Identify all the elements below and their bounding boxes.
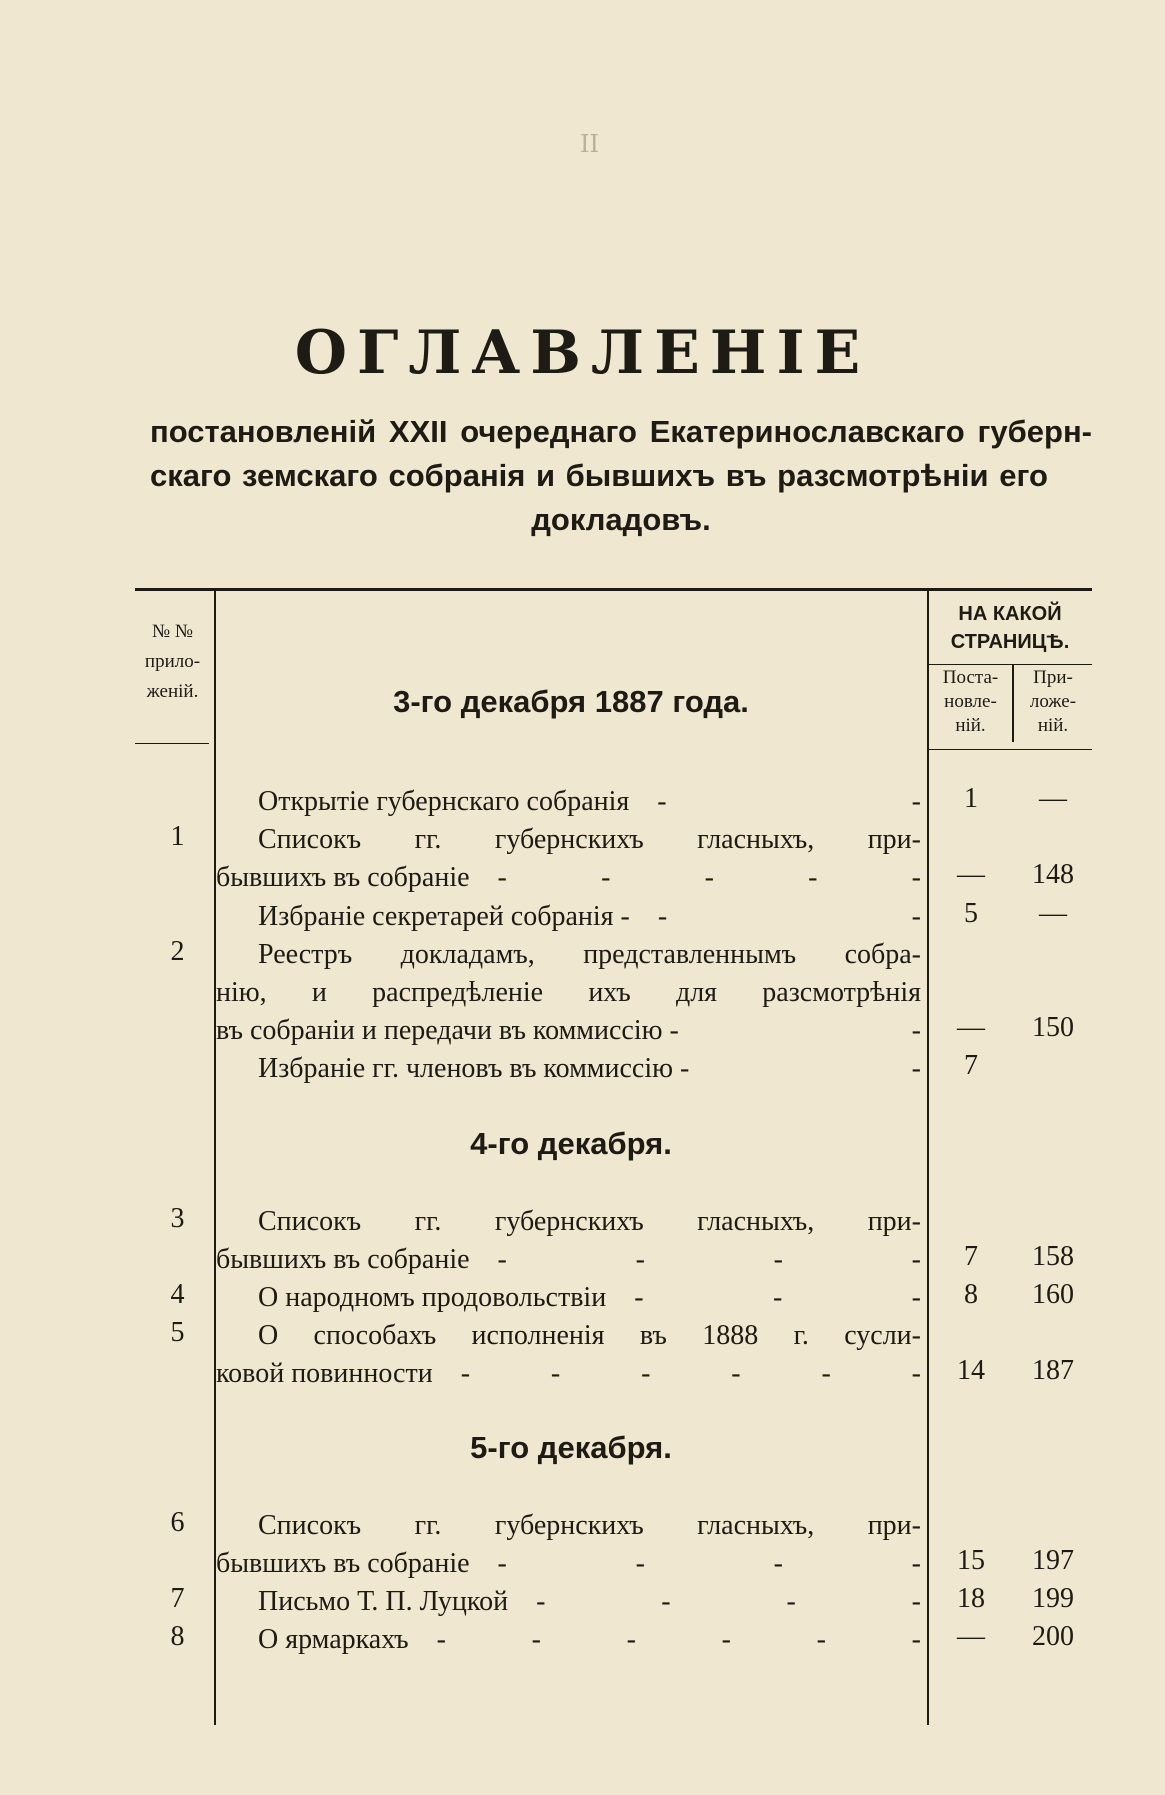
entry-description: [216, 1583, 921, 1621]
column-divider-2: [927, 590, 929, 1725]
entry-line: [216, 1355, 921, 1393]
page-postanovleniy: 7: [964, 1241, 978, 1272]
entry-line-text: О народномъ продовольствіи: [258, 1282, 607, 1313]
leader-dash: -: [731, 1358, 741, 1389]
header-page-line-1: НА КАКОЙ: [958, 603, 1062, 625]
leader-dash: -: [657, 786, 667, 817]
leader-dash: -: [497, 862, 507, 893]
header-postanovleniy: [929, 666, 1012, 738]
entry-number: 3: [170, 1203, 185, 1234]
leader-dashes: [461, 1355, 921, 1393]
entry-description: [216, 1203, 921, 1279]
entry-line: Списокъ гг. губернскихъ гласныхъ, при-: [258, 824, 921, 855]
leader-dash: -: [911, 862, 921, 893]
header-post-line-2: новле-: [944, 691, 997, 712]
entry-line-text: въ собраніи и передачи въ коммиссію -: [216, 1015, 679, 1046]
header-page-column: [928, 600, 1092, 656]
entry-line: [216, 1012, 921, 1050]
page-postanovleniy: —: [957, 1621, 985, 1652]
page-postanovleniy: 14: [957, 1355, 985, 1386]
leader-dash: -: [772, 1282, 783, 1313]
subtitle-line-1: постановленій XXII очереднаго Екатеринославскаго губерн-: [150, 414, 1092, 449]
page-postanovleniy: 1: [964, 783, 978, 814]
leader-dash: -: [550, 1358, 561, 1389]
entry-description: [216, 1279, 921, 1317]
entry-description: [216, 1621, 921, 1659]
header-app-line-2: ложе-: [1029, 691, 1077, 712]
entry-number: 5: [170, 1317, 185, 1348]
page-prilozheniy: 158: [1032, 1241, 1074, 1272]
entry-number: 4: [170, 1279, 185, 1310]
entry-number: 8: [170, 1621, 185, 1652]
entry-line-text: бывшихъ въ собраніе: [216, 862, 470, 893]
leader-dash: -: [786, 1586, 796, 1617]
header-rule-left: [135, 743, 209, 744]
leader-dashes: [707, 1012, 921, 1050]
leader-dash: -: [657, 901, 668, 932]
header-prilozheniy: [1014, 666, 1092, 738]
entry-line: Списокъ гг. губернскихъ гласныхъ, при-: [258, 1510, 921, 1541]
page-prilozheniy: 148: [1032, 859, 1074, 890]
page-postanovleniy: 8: [964, 1279, 978, 1310]
leader-dashes: [498, 1241, 921, 1279]
page-prilozheniy: 187: [1032, 1355, 1074, 1386]
leader-dash: -: [531, 1624, 541, 1655]
leader-dashes: [498, 1545, 921, 1583]
page-prilozheniy: 160: [1032, 1279, 1074, 1310]
page-prilozheniy: —: [1039, 898, 1067, 929]
header-post-line-3: ній.: [955, 715, 986, 736]
leader-dashes: [437, 1621, 921, 1659]
leader-dashes: [634, 1279, 921, 1317]
header-app-line-3: ній.: [1037, 715, 1069, 736]
entry-line: Реестръ докладамъ, представленнымъ собра-: [258, 939, 921, 970]
entry-line-text: Избраніе гг. членовъ въ коммиссію -: [258, 1053, 690, 1084]
entry-number: 1: [170, 821, 185, 852]
header-app-line-1: При-: [1033, 667, 1073, 688]
leader-dash: -: [635, 1548, 645, 1579]
leader-dash: -: [773, 1548, 783, 1579]
entry-line: [216, 1621, 921, 1659]
leader-dashes: [498, 859, 921, 897]
entry-line: [216, 1050, 921, 1088]
leader-dashes: [536, 1583, 921, 1621]
leader-dash: -: [911, 1015, 921, 1046]
page-postanovleniy: —: [957, 1012, 985, 1043]
leader-dash: -: [911, 1053, 921, 1084]
leader-dash: -: [536, 1586, 546, 1617]
entry-line: [216, 1583, 921, 1621]
leader-dash: -: [821, 1358, 831, 1389]
leader-dash: -: [641, 1358, 651, 1389]
subtitle-line-2: скаго земскаго собранія и бывшихъ въ разсмотрѣніи его: [150, 458, 1048, 493]
leader-dashes: [657, 783, 921, 821]
entry-line-text: О ярмаркахъ: [258, 1624, 409, 1655]
section-heading-1: 3-го декабря 1887 года.: [393, 684, 749, 719]
header-number-line-3: женій.: [146, 681, 199, 702]
header-post-line-1: Поста-: [942, 667, 999, 688]
entry-description: [216, 1507, 921, 1583]
leader-dash: -: [601, 862, 611, 893]
leader-dash: -: [911, 1624, 921, 1655]
leader-dash: -: [911, 1244, 921, 1275]
page-postanovleniy: —: [957, 859, 985, 890]
entry-line: [216, 783, 921, 821]
entry-line: О способахъ исполненія въ 1888 г. сусли-: [258, 1320, 921, 1351]
page-postanovleniy: 18: [957, 1583, 985, 1614]
leader-dashes: [717, 1050, 921, 1088]
entry-line: [216, 859, 921, 897]
table-top-rule: [135, 588, 1092, 591]
entry-line: [216, 1279, 921, 1317]
header-rule-right: [929, 664, 1092, 665]
leader-dash: -: [773, 1244, 783, 1275]
entry-line-text: бывшихъ въ собраніе: [216, 1548, 470, 1579]
leader-dash: -: [704, 862, 714, 893]
leader-dash: -: [808, 862, 818, 893]
leader-dash: -: [497, 1548, 507, 1579]
entry-description: [216, 1050, 921, 1088]
entry-description: [216, 898, 921, 936]
entry-line: [216, 1241, 921, 1279]
header-rule-right-bottom: [929, 749, 1092, 750]
entry-description: [216, 783, 921, 821]
leader-dash: -: [497, 1244, 507, 1275]
page-number: II: [580, 130, 599, 158]
entry-line: [216, 898, 921, 936]
leader-dash: -: [626, 1624, 636, 1655]
leader-dashes: [658, 898, 921, 936]
leader-dash: -: [634, 1282, 644, 1313]
leader-dash: -: [816, 1624, 826, 1655]
header-number-line-1: № №: [151, 621, 193, 642]
entry-line: Списокъ гг. губернскихъ гласныхъ, при-: [258, 1206, 921, 1237]
leader-dash: -: [911, 1586, 921, 1617]
leader-dash: -: [460, 1358, 471, 1389]
header-page-line-2: СТРАНИЦѢ.: [950, 631, 1070, 653]
entry-description: [216, 1317, 921, 1393]
leader-dash: -: [911, 901, 921, 932]
page-prilozheniy: 150: [1032, 1012, 1074, 1043]
entry-number: 2: [170, 936, 185, 967]
page-title: ОГЛАВЛЕНІЕ: [294, 318, 871, 388]
leader-dash: -: [436, 1624, 446, 1655]
header-number-column: [130, 617, 215, 707]
subtitle: [150, 410, 1092, 542]
leader-dash: -: [911, 786, 921, 817]
page-prilozheniy: 200: [1032, 1621, 1074, 1652]
page-postanovleniy: 15: [957, 1545, 985, 1576]
entry-description: [216, 936, 921, 1050]
section-heading-3: 5-го декабря.: [470, 1430, 672, 1465]
header-number-line-2: прило-: [144, 651, 201, 672]
leader-dash: -: [911, 1548, 921, 1579]
entry-line: нію, и распредѣленіе ихъ для разсмотрѣнія: [216, 977, 921, 1008]
page-prilozheniy: —: [1039, 783, 1067, 814]
page-postanovleniy: 7: [964, 1050, 978, 1081]
entry-description: [216, 821, 921, 897]
entry-number: 7: [170, 1583, 185, 1614]
entry-line-text: Открытіе губернскаго собранія: [258, 786, 630, 817]
entry-line-text: бывшихъ въ собраніе: [216, 1244, 470, 1275]
entry-line-text: ковой повинности: [216, 1358, 433, 1389]
section-heading-2: 4-го декабря.: [470, 1126, 672, 1161]
leader-dash: -: [635, 1244, 645, 1275]
page-prilozheniy: 199: [1032, 1583, 1074, 1614]
entry-number: 6: [170, 1507, 185, 1538]
entry-line: [216, 1545, 921, 1583]
leader-dash: -: [661, 1586, 671, 1617]
entry-line-text: Избраніе секретарей собранія -: [258, 901, 630, 932]
page-postanovleniy: 5: [964, 898, 978, 929]
leader-dash: -: [911, 1358, 921, 1389]
leader-dash: -: [911, 1282, 921, 1313]
page-prilozheniy: 197: [1032, 1545, 1074, 1576]
leader-dash: -: [721, 1624, 731, 1655]
entry-line-text: Письмо Т. П. Луцкой: [258, 1586, 509, 1617]
subtitle-line-3: докладовъ.: [531, 502, 711, 537]
